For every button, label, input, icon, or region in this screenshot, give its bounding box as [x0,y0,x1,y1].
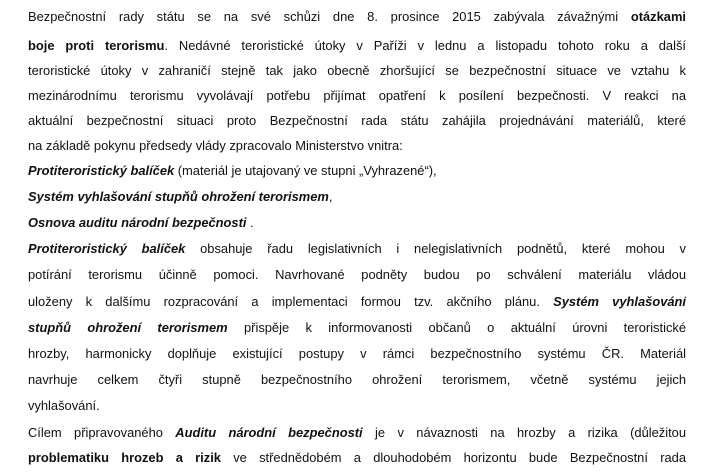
paragraph-line [28,290,686,313]
text-run-bold-italic: Systém vyhlašování stupňů ohrožení terorismem [28,189,329,204]
text-run: navrhuje celkem čtyři stupně bezpečnostního ohrožení terorismem, včetně systému jejich [28,372,686,387]
paragraph-line [28,316,686,339]
text-run: na základě pokynu předsedy vlády zpracovalo Ministerstvo vnitra: [28,138,403,153]
paragraph-line [28,59,686,82]
text-run: obsahuje řadu legislativních i nelegislativních podnětů, které mohou v [185,241,686,256]
text-run: , [328,189,333,204]
text-run-bold: otázkami [630,9,686,24]
paragraph-line [28,421,686,444]
text-run: uloženy k dalšímu rozpracování a implementaci formou tzv. akčního plánu. [28,294,554,309]
paragraph-line [28,34,686,57]
text-run: ve střednědobém a dlouhodobém horizontu bude Bezpečnostní rada [220,450,686,465]
text-run-bold-italic: Auditu národní bezpečnosti [175,425,363,440]
paragraph-line [28,446,686,469]
list-item [28,211,686,234]
paragraph-line [28,84,686,107]
paragraph-line [28,109,686,132]
text-run: Cílem připravovaného [28,425,176,440]
list-item [28,159,686,182]
text-run: je v návaznosti na hrozby a rizika (důležitou [362,425,686,440]
paragraph-line [28,237,686,260]
text-run: vyhlašování. [28,398,100,413]
text-run-bold-italic: stupňů ohrožení terorismem [28,320,228,335]
text-run-bold-italic: Systém vyhlašování [553,294,686,309]
text-run: . Nedávné teroristické útoky v Paříži v lednu a listopadu tohoto roku a další [164,38,686,53]
text-run-bold-italic: Osnova auditu národní bezpečnosti [28,215,247,230]
text-run-bold-italic: Protiteroristický balíček [28,241,186,256]
text-run: . [246,215,254,230]
text-run: aktuální bezpečnostní situaci proto Bezpečnostní rada státu zahájila projednávání materiálů, které [28,113,686,128]
paragraph-line [28,134,686,157]
text-run-bold: boje proti terorismu [28,38,165,53]
text-run: mezinárodnímu terorismu vyvolávají potřebu přijímat opatření k posílení bezpečnosti. V reakci na [28,88,686,103]
text-run-bold: problematiku hrozeb a rizik [28,450,221,465]
text-run: hrozby, harmonicky doplňuje existující postupy v rámci bezpečnostního systému ČR. Materiál [28,346,686,361]
text-run: (materiál je utajovaný ve stupni „Vyhrazené“), [174,163,437,178]
text-run: přispěje k informovanosti občanů o aktuální úrovni teroristické [227,320,686,335]
paragraph-line [28,368,686,391]
text-run: Bezpečnostní rady státu se na své schůzi dne 8. prosince 2015 zabývala závažnými [28,9,631,24]
list-item [28,185,686,208]
text-run: teroristické útoky v zahraničí stejně tak jako obecně zhoršující se bezpečnostní situace ve vztahu k [28,63,686,78]
paragraph-line [28,5,686,28]
paragraph-line [28,342,686,365]
paragraph-line [28,263,686,286]
paragraph-line [28,394,686,417]
text-run-bold-italic: Protiteroristický balíček [28,163,175,178]
text-run: potírání terorismu účinně pomoci. Navrhované podněty budou po schválení materiálu vládou [28,267,686,282]
